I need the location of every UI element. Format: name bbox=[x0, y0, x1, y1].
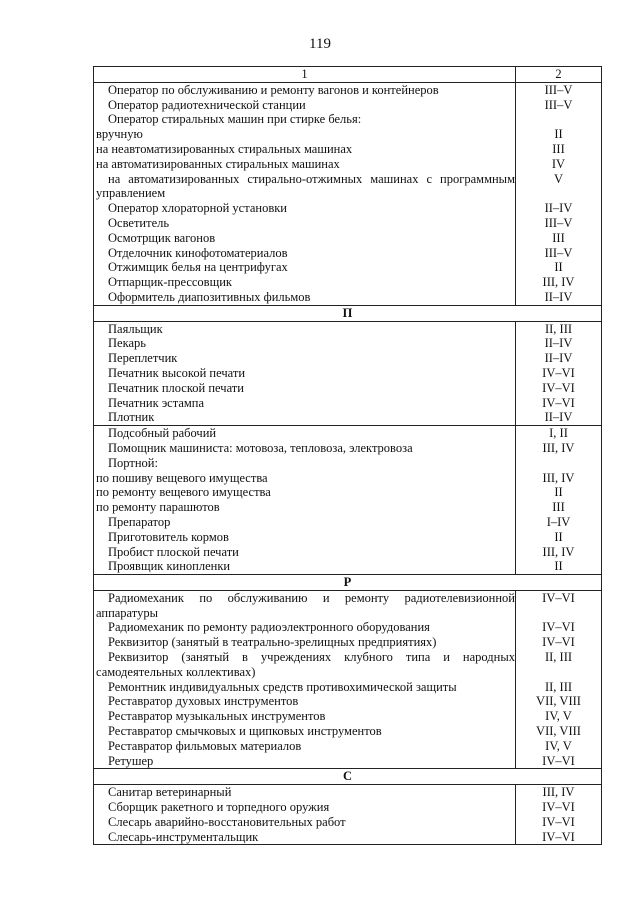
qualification-grade: I, II bbox=[516, 426, 602, 441]
profession-name: по пошиву вещевого имущества bbox=[94, 471, 516, 486]
profession-name: Помощник машиниста: мотовоза, тепловоза, электровоза bbox=[94, 441, 516, 456]
qualification-grade: II bbox=[516, 127, 602, 142]
table-row bbox=[94, 82, 602, 97]
table-row bbox=[94, 441, 602, 456]
qualification-grade: II bbox=[516, 260, 602, 275]
table-row bbox=[94, 545, 602, 560]
qualification-grade: III bbox=[516, 500, 602, 515]
qualification-grade: III bbox=[516, 231, 602, 246]
header-row bbox=[94, 67, 602, 83]
table-row bbox=[94, 231, 602, 246]
profession-name: Плотник bbox=[94, 410, 516, 425]
qualification-grade: III–V bbox=[516, 246, 602, 261]
table-row bbox=[94, 830, 602, 845]
table-row bbox=[94, 127, 602, 142]
qualification-grade: III bbox=[516, 142, 602, 157]
qualification-grade: II, III bbox=[516, 321, 602, 336]
table-row bbox=[94, 410, 602, 425]
qualification-grade: III, IV bbox=[516, 785, 602, 800]
table-row bbox=[94, 290, 602, 305]
table-row bbox=[94, 98, 602, 113]
table-body bbox=[94, 67, 602, 845]
profession-name: Слесарь аварийно-восстановительных работ bbox=[94, 815, 516, 830]
qualification-grade: II, III bbox=[516, 680, 602, 695]
qualification-grade: IV, V bbox=[516, 739, 602, 754]
profession-name: Печатник эстампа bbox=[94, 396, 516, 411]
letter-section-row bbox=[94, 575, 602, 591]
table-row bbox=[94, 754, 602, 769]
table-row bbox=[94, 396, 602, 411]
qualification-grade: IV–VI bbox=[516, 381, 602, 396]
profession-name: Ретушер bbox=[94, 754, 516, 769]
profession-name: Радиомеханик по обслуживанию и ремонту радиотелевизионной аппаратуры bbox=[94, 590, 516, 620]
table-row bbox=[94, 471, 602, 486]
qualification-grade: II–IV bbox=[516, 410, 602, 425]
qualification-grade: V bbox=[516, 172, 602, 202]
profession-name: Реставратор смычковых и щипковых инструментов bbox=[94, 724, 516, 739]
table-row bbox=[94, 426, 602, 441]
profession-name: Сборщик ракетного и торпедного оружия bbox=[94, 800, 516, 815]
profession-name: Отжимщик белья на центрифугах bbox=[94, 260, 516, 275]
profession-name: Реквизитор (занятый в учреждениях клубного типа и народных самодеятельных коллективах) bbox=[94, 650, 516, 680]
table-row bbox=[94, 456, 602, 471]
table-row bbox=[94, 635, 602, 650]
qualification-grade: IV–VI bbox=[516, 635, 602, 650]
qualification-grade: III–V bbox=[516, 216, 602, 231]
table-row bbox=[94, 172, 602, 202]
qualification-grade: IV–VI bbox=[516, 396, 602, 411]
table-row bbox=[94, 724, 602, 739]
table-row bbox=[94, 157, 602, 172]
profession-name: Препаратор bbox=[94, 515, 516, 530]
profession-name: на автоматизированных стирально-отжимных машинах с программным управлением bbox=[94, 172, 516, 202]
table-row bbox=[94, 260, 602, 275]
profession-name: Отделочник кинофотоматериалов bbox=[94, 246, 516, 261]
table-row bbox=[94, 620, 602, 635]
qualification-grade: II bbox=[516, 559, 602, 574]
profession-name: Подсобный рабочий bbox=[94, 426, 516, 441]
qualification-grade: II–IV bbox=[516, 201, 602, 216]
profession-name: Приготовитель кормов bbox=[94, 530, 516, 545]
table-row bbox=[94, 485, 602, 500]
qualification-grade: III, IV bbox=[516, 275, 602, 290]
table-row bbox=[94, 515, 602, 530]
profession-name: Паяльщик bbox=[94, 321, 516, 336]
table-row bbox=[94, 366, 602, 381]
qualification-grade: III, IV bbox=[516, 545, 602, 560]
table-row bbox=[94, 815, 602, 830]
qualification-grade: III–V bbox=[516, 98, 602, 113]
table-row bbox=[94, 201, 602, 216]
profession-name: Пробист плоской печати bbox=[94, 545, 516, 560]
profession-name: на автоматизированных стиральных машинах bbox=[94, 157, 516, 172]
table-row bbox=[94, 800, 602, 815]
profession-name: по ремонту парашютов bbox=[94, 500, 516, 515]
letter-heading: П bbox=[94, 305, 602, 321]
letter-section-row bbox=[94, 305, 602, 321]
qualification-grade bbox=[516, 112, 602, 127]
letter-heading: Р bbox=[94, 575, 602, 591]
table-row bbox=[94, 559, 602, 574]
profession-name: Оператор по обслуживанию и ремонту вагонов и контейнеров bbox=[94, 82, 516, 97]
qualification-grade bbox=[516, 456, 602, 471]
table-row bbox=[94, 694, 602, 709]
letter-section-row bbox=[94, 769, 602, 785]
table-row bbox=[94, 142, 602, 157]
profession-name: по ремонту вещевого имущества bbox=[94, 485, 516, 500]
table-row bbox=[94, 216, 602, 231]
professions-table bbox=[93, 66, 602, 845]
qualification-grade: III, IV bbox=[516, 441, 602, 456]
qualification-grade: IV–VI bbox=[516, 590, 602, 620]
profession-name: вручную bbox=[94, 127, 516, 142]
table-row bbox=[94, 275, 602, 290]
profession-name: Осмотрщик вагонов bbox=[94, 231, 516, 246]
profession-name: Переплетчик bbox=[94, 351, 516, 366]
profession-name: Печатник плоской печати bbox=[94, 381, 516, 396]
profession-name: Оператор радиотехнической станции bbox=[94, 98, 516, 113]
profession-name: Слесарь-инструментальщик bbox=[94, 830, 516, 845]
qualification-grade: III, IV bbox=[516, 471, 602, 486]
table-row bbox=[94, 351, 602, 366]
table-row bbox=[94, 381, 602, 396]
profession-name: Оператор стиральных машин при стирке белья: bbox=[94, 112, 516, 127]
profession-name: Пекарь bbox=[94, 336, 516, 351]
profession-name: Портной: bbox=[94, 456, 516, 471]
table-row bbox=[94, 650, 602, 680]
qualification-grade: II bbox=[516, 530, 602, 545]
table-row bbox=[94, 785, 602, 800]
profession-name: Проявщик кинопленки bbox=[94, 559, 516, 574]
qualification-grade: II–IV bbox=[516, 351, 602, 366]
profession-name: Печатник высокой печати bbox=[94, 366, 516, 381]
qualification-grade: IV–VI bbox=[516, 815, 602, 830]
table-row bbox=[94, 530, 602, 545]
table-row bbox=[94, 246, 602, 261]
profession-name: Реставратор фильмовых материалов bbox=[94, 739, 516, 754]
qualification-grade: VII, VIII bbox=[516, 694, 602, 709]
qualification-grade: I–IV bbox=[516, 515, 602, 530]
qualification-grade: IV–VI bbox=[516, 620, 602, 635]
qualification-grade: II, III bbox=[516, 650, 602, 680]
table-row bbox=[94, 739, 602, 754]
table-row bbox=[94, 336, 602, 351]
profession-name: Реставратор духовых инструментов bbox=[94, 694, 516, 709]
table-row bbox=[94, 112, 602, 127]
page-number: 119 bbox=[309, 36, 331, 52]
qualification-grade: II bbox=[516, 485, 602, 500]
table-row bbox=[94, 590, 602, 620]
profession-name: Реквизитор (занятый в театрально-зрелищных предприятиях) bbox=[94, 635, 516, 650]
qualification-grade: IV–VI bbox=[516, 830, 602, 845]
profession-name: Ремонтник индивидуальных средств противохимической защиты bbox=[94, 680, 516, 695]
header-col-1: 1 bbox=[94, 67, 516, 83]
profession-name: Оформитель диапозитивных фильмов bbox=[94, 290, 516, 305]
qualification-grade: III–V bbox=[516, 82, 602, 97]
table-row bbox=[94, 500, 602, 515]
profession-name: Реставратор музыкальных инструментов bbox=[94, 709, 516, 724]
table-row bbox=[94, 321, 602, 336]
qualification-grade: IV–VI bbox=[516, 800, 602, 815]
table-row bbox=[94, 680, 602, 695]
letter-heading: С bbox=[94, 769, 602, 785]
profession-name: на неавтоматизированных стиральных машинах bbox=[94, 142, 516, 157]
qualification-grade: IV–VI bbox=[516, 366, 602, 381]
qualification-grade: IV bbox=[516, 157, 602, 172]
profession-name: Оператор хлораторной установки bbox=[94, 201, 516, 216]
qualification-grade: IV–VI bbox=[516, 754, 602, 769]
profession-name: Отпарщик-прессовщик bbox=[94, 275, 516, 290]
profession-name: Санитар ветеринарный bbox=[94, 785, 516, 800]
profession-name: Радиомеханик по ремонту радиоэлектронного оборудования bbox=[94, 620, 516, 635]
qualification-grade: VII, VIII bbox=[516, 724, 602, 739]
header-col-2: 2 bbox=[516, 67, 602, 83]
profession-name: Осветитель bbox=[94, 216, 516, 231]
qualification-grade: IV, V bbox=[516, 709, 602, 724]
qualification-grade: II–IV bbox=[516, 290, 602, 305]
table-row bbox=[94, 709, 602, 724]
qualification-grade: II–IV bbox=[516, 336, 602, 351]
